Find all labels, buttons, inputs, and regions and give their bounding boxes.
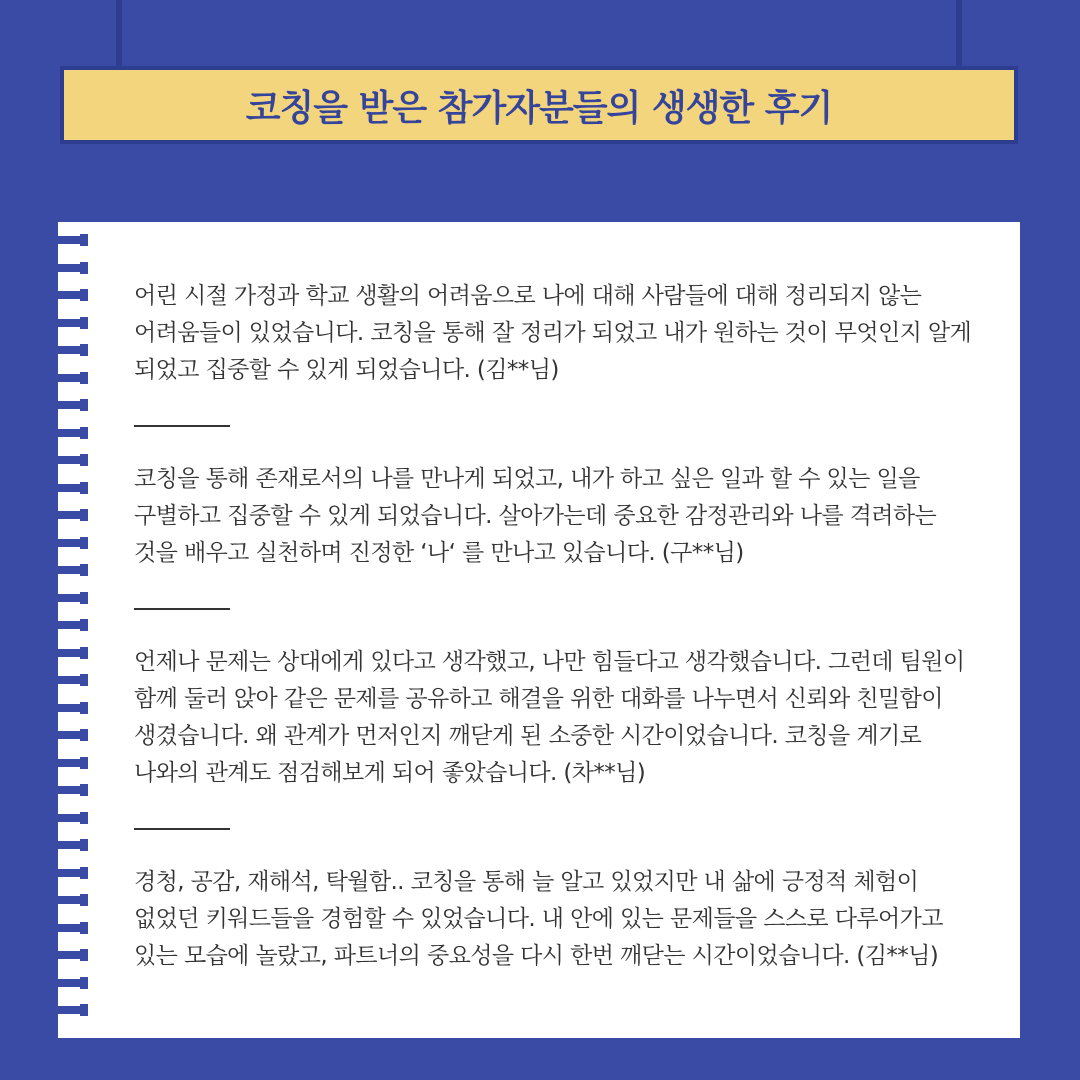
review-text-2: 코칭을 통해 존재로서의 나를 만나게 되었고, 내가 하고 싶은 일과 할 수 있는 일을 구별하고 집중할 수 있게 되었습니다. 살아가는데 중요한 감정관리와 나를 격려하는 것을 배우고 실천하며 진정한 ‘나‘ 를 만나고 있습니다. (구**님): [134, 466, 937, 566]
binding-mark: [58, 374, 88, 382]
binding-mark: [58, 401, 88, 409]
binding-mark: [58, 869, 88, 877]
review-text-1: 어린 시절 가정과 학교 생활의 어려움으로 나에 대해 사람들에 대해 정리되지 않는 어려움들이 있었습니다. 코칭을 통해 잘 정리가 되었고 내가 원하는 것이 무엇인지 알게 되었고 집중할 수 있게 되었습니다. (김**님): [134, 283, 972, 383]
binding-mark: [58, 566, 88, 574]
binding-mark: [58, 511, 88, 519]
binding-mark: [58, 484, 88, 492]
review-divider: [134, 608, 230, 610]
review-text-4: 경청, 공감, 재해석, 탁월함.. 코칭을 통해 늘 알고 있었지만 내 삶에 긍정적 체험이 없었던 키워드들을 경험할 수 있었습니다. 내 안에 있는 문제들을 스스로 다루어가고 있는 모습에 놀랐고, 파트너의 중요성을 다시 한번 깨닫는 시간이었습니다. (김**님): [134, 869, 943, 969]
binding-mark: [58, 264, 88, 272]
binding-mark: [58, 814, 88, 822]
notebook-binding: [58, 236, 90, 1032]
review-text-3: 언제나 문제는 상대에게 있다고 생각했고, 나만 힘들다고 생각했습니다. 그런데 팀원이 함께 둘러 앉아 같은 문제를 공유하고 해결을 위한 대화를 나누면서 신뢰와 친밀함이 생겼습니다. 왜 관계가 먼저인지 깨닫게 된 소중한 시간이었습니다. 코칭을 계기로 나와의 관계도 점검해보게 되어 좋았습니다. (차**님): [134, 649, 965, 786]
binding-mark: [58, 649, 88, 657]
binding-mark: [58, 1006, 88, 1014]
binding-mark: [58, 924, 88, 932]
binding-mark: [58, 704, 88, 712]
title-banner: [60, 66, 1018, 144]
binding-mark: [58, 896, 88, 904]
binding-mark: [58, 594, 88, 602]
binding-mark: [58, 291, 88, 299]
binding-mark: [58, 429, 88, 437]
binding-mark: [58, 951, 88, 959]
review-list: [134, 278, 984, 975]
binding-mark: [58, 841, 88, 849]
hanging-string-right: [956, 0, 962, 66]
binding-mark: [58, 676, 88, 684]
page-title: 코칭을 받은 참가자분들의 생생한 후기: [245, 87, 833, 129]
binding-mark: [58, 621, 88, 629]
binding-mark: [58, 539, 88, 547]
review-divider: [134, 425, 230, 427]
binding-mark: [58, 346, 88, 354]
binding-mark: [58, 319, 88, 327]
binding-mark: [58, 759, 88, 767]
binding-mark: [58, 786, 88, 794]
binding-mark: [58, 979, 88, 987]
binding-mark: [58, 456, 88, 464]
binding-mark: [58, 731, 88, 739]
hanging-string-left: [116, 0, 122, 66]
binding-mark: [58, 236, 88, 244]
review-divider: [134, 828, 230, 830]
